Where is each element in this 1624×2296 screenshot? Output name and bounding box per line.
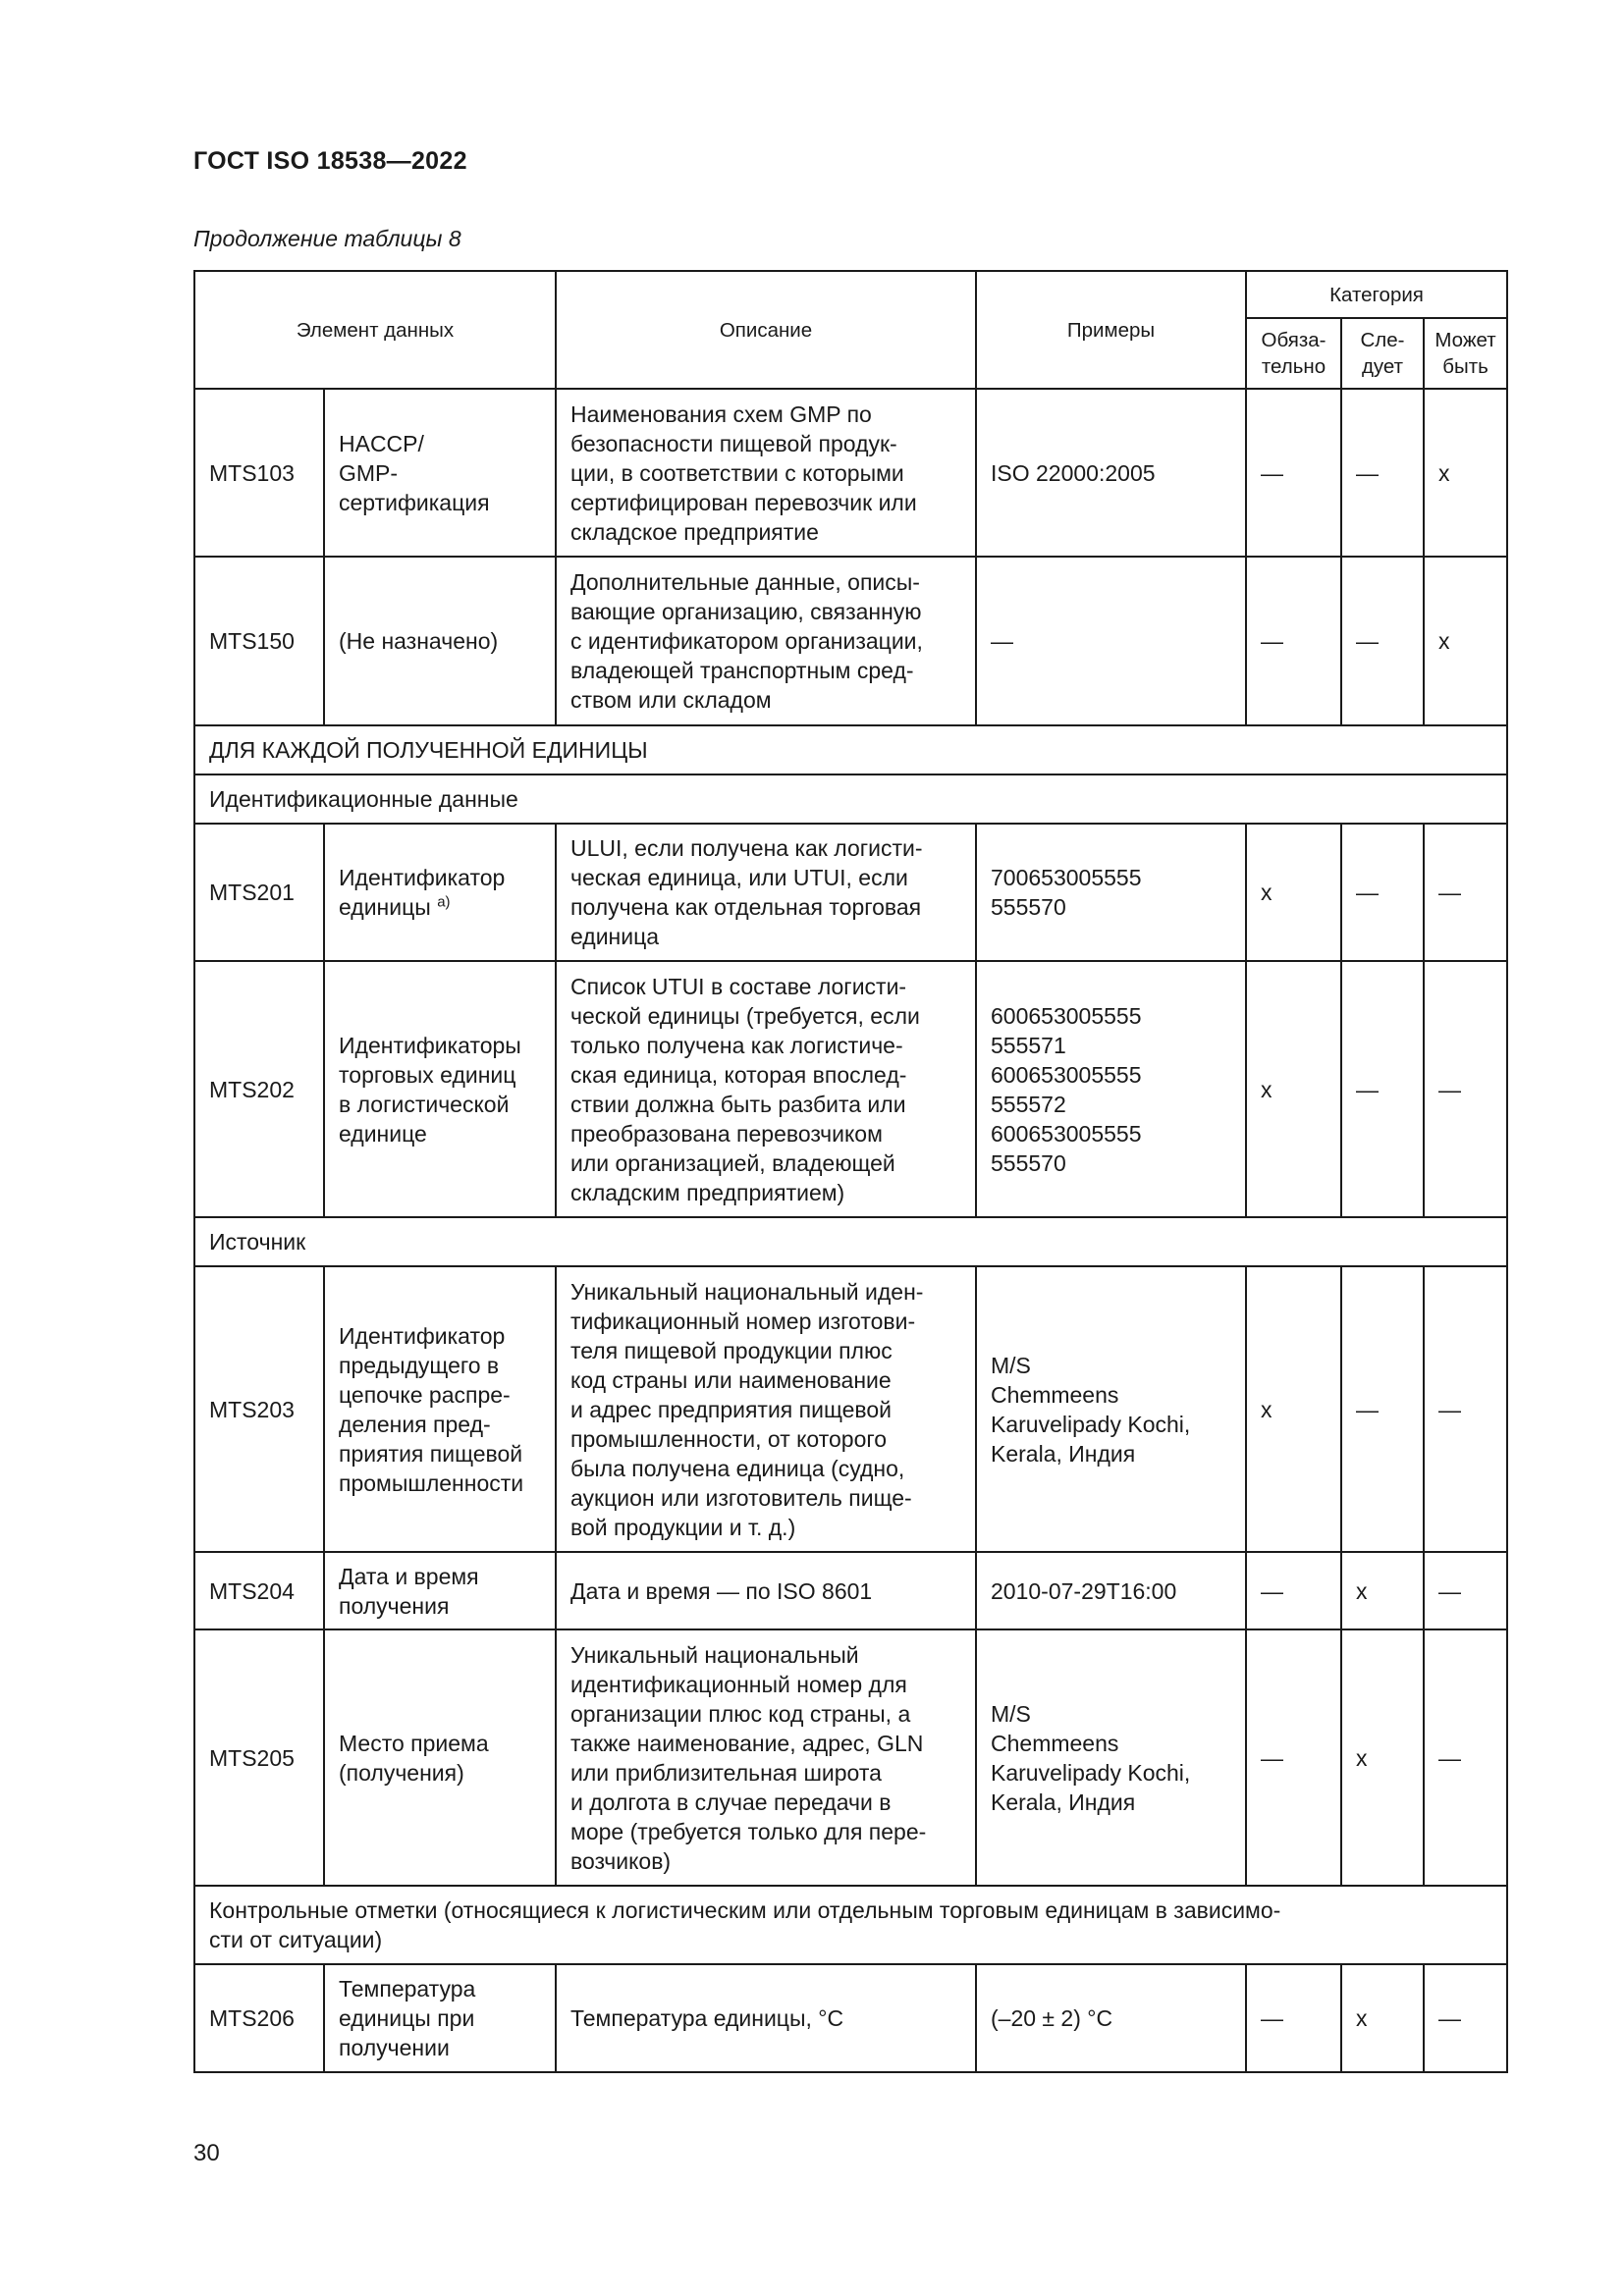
row-may: — bbox=[1424, 1266, 1507, 1552]
row-should: x bbox=[1341, 1552, 1424, 1629]
row-code: MTS103 bbox=[194, 389, 324, 557]
document-id: ГОСТ ISO 18538—2022 bbox=[193, 147, 467, 175]
row-examples: M/S Chemmeens Karuvelipady Kochi, Kerala, Индия bbox=[976, 1266, 1246, 1552]
row-may: x bbox=[1424, 557, 1507, 725]
footnote-marker: а) bbox=[437, 893, 451, 911]
row-mandatory: — bbox=[1246, 1552, 1341, 1629]
row-description: Наименования схем GMP по безопасности пищевой продук- ции, в соответствии с которыми сертифицирован перевозчик или складское предприятие bbox=[556, 389, 976, 557]
subsection-row bbox=[194, 1886, 1507, 1964]
row-code: MTS202 bbox=[194, 961, 324, 1217]
header-description: Описание bbox=[556, 271, 976, 389]
subsection-heading-control: Контрольные отметки (относящиеся к логистическим или отдельным торговым единицам в зависимо- сти от ситуации) bbox=[194, 1886, 1507, 1964]
table-row bbox=[194, 1266, 1507, 1552]
row-examples: ISO 22000:2005 bbox=[976, 389, 1246, 557]
row-examples: M/S Chemmeens Karuvelipady Kochi, Kerala, Индия bbox=[976, 1629, 1246, 1886]
row-code: MTS201 bbox=[194, 824, 324, 961]
header-examples: Примеры bbox=[976, 271, 1246, 389]
row-description: Уникальный национальный идентификационный номер для организации плюс код страны, а также наименование, адрес, GLN или приблизительная широта и долгота в случае передачи в море (требуется только для пере- возчиков) bbox=[556, 1629, 976, 1886]
header-row-1 bbox=[194, 271, 1507, 318]
row-mandatory: x bbox=[1246, 1266, 1341, 1552]
page-number: 30 bbox=[193, 2140, 220, 2166]
row-name: Температура единицы при получении bbox=[324, 1964, 556, 2072]
row-mandatory: x bbox=[1246, 961, 1341, 1217]
header-should: Сле- дует bbox=[1341, 318, 1424, 389]
row-description: Температура единицы, °С bbox=[556, 1964, 976, 2072]
row-may: — bbox=[1424, 961, 1507, 1217]
row-mandatory: x bbox=[1246, 824, 1341, 961]
row-name: HACCP/ GMP- сертификация bbox=[324, 389, 556, 557]
header-element: Элемент данных bbox=[194, 271, 556, 389]
row-code: MTS150 bbox=[194, 557, 324, 725]
row-examples: 600653005555 555571 600653005555 555572 600653005555 555570 bbox=[976, 961, 1246, 1217]
subsection-row bbox=[194, 774, 1507, 824]
row-description: ULUI, если получена как логисти- ческая единица, или UTUI, если получена как отдельная торговая единица bbox=[556, 824, 976, 961]
header-mandatory: Обяза- тельно bbox=[1246, 318, 1341, 389]
header-category: Категория bbox=[1246, 271, 1507, 318]
header-may: Может быть bbox=[1424, 318, 1507, 389]
data-elements-table bbox=[193, 270, 1508, 2073]
row-should: x bbox=[1341, 1964, 1424, 2072]
row-should: — bbox=[1341, 1266, 1424, 1552]
section-heading: ДЛЯ КАЖДОЙ ПОЛУЧЕННОЙ ЕДИНИЦЫ bbox=[194, 725, 1507, 774]
table-row bbox=[194, 557, 1507, 725]
row-code: MTS205 bbox=[194, 1629, 324, 1886]
row-name: Идентификатор единицы $^{а)}$ bbox=[324, 824, 556, 961]
row-mandatory: — bbox=[1246, 389, 1341, 557]
row-may: — bbox=[1424, 824, 1507, 961]
row-code: MTS204 bbox=[194, 1552, 324, 1629]
subsection-heading-source: Источник bbox=[194, 1217, 1507, 1266]
table-row bbox=[194, 961, 1507, 1217]
subsection-heading-ident: Идентификационные данные bbox=[194, 774, 1507, 824]
row-description: Уникальный национальный иден- тификационный номер изготови- теля пищевой продукции плюс код страны или наименование и адрес предприятия пищевой промышленности, от которого была получена единица (судно, аукцион или изготовитель пище- вой продукции и т. д.) bbox=[556, 1266, 976, 1552]
row-name: Дата и время получения bbox=[324, 1552, 556, 1629]
subsection-row bbox=[194, 1217, 1507, 1266]
table-row bbox=[194, 824, 1507, 961]
row-description: Дата и время — по ISO 8601 bbox=[556, 1552, 976, 1629]
table-row bbox=[194, 1964, 1507, 2072]
table-caption: Продолжение таблицы 8 bbox=[193, 226, 461, 251]
row-name: Место приема (получения) bbox=[324, 1629, 556, 1886]
row-code: MTS206 bbox=[194, 1964, 324, 2072]
row-should: x bbox=[1341, 1629, 1424, 1886]
row-examples: 700653005555 555570 bbox=[976, 824, 1246, 961]
row-mandatory: — bbox=[1246, 557, 1341, 725]
row-description: Дополнительные данные, описы- вающие организацию, связанную с идентификатором организации, владеющей транспортным сред- ством или складом bbox=[556, 557, 976, 725]
row-name: Идентификаторы торговых единиц в логистической единице bbox=[324, 961, 556, 1217]
table-row bbox=[194, 389, 1507, 557]
row-mandatory: — bbox=[1246, 1964, 1341, 2072]
row-mandatory: — bbox=[1246, 1629, 1341, 1886]
table-row bbox=[194, 1629, 1507, 1886]
row-may: — bbox=[1424, 1552, 1507, 1629]
row-should: — bbox=[1341, 961, 1424, 1217]
section-row bbox=[194, 725, 1507, 774]
row-should: — bbox=[1341, 824, 1424, 961]
row-code: MTS203 bbox=[194, 1266, 324, 1552]
row-may: x bbox=[1424, 389, 1507, 557]
row-may: — bbox=[1424, 1964, 1507, 2072]
row-may: — bbox=[1424, 1629, 1507, 1886]
row-examples: — bbox=[976, 557, 1246, 725]
row-name: (Не назначено) bbox=[324, 557, 556, 725]
row-should: — bbox=[1341, 389, 1424, 557]
row-examples: 2010-07-29T16:00 bbox=[976, 1552, 1246, 1629]
row-should: — bbox=[1341, 557, 1424, 725]
table-row bbox=[194, 1552, 1507, 1629]
row-description: Список UTUI в составе логисти- ческой единицы (требуется, если только получена как логистиче- ская единица, которая впослед- ствии должна быть разбита или преобразована перевозчиком или организацией, владеющей складским предприятием) bbox=[556, 961, 976, 1217]
row-name: Идентификатор предыдущего в цепочке распре- деления пред- приятия пищевой промышленности bbox=[324, 1266, 556, 1552]
row-examples: (–20 ± 2) °С bbox=[976, 1964, 1246, 2072]
